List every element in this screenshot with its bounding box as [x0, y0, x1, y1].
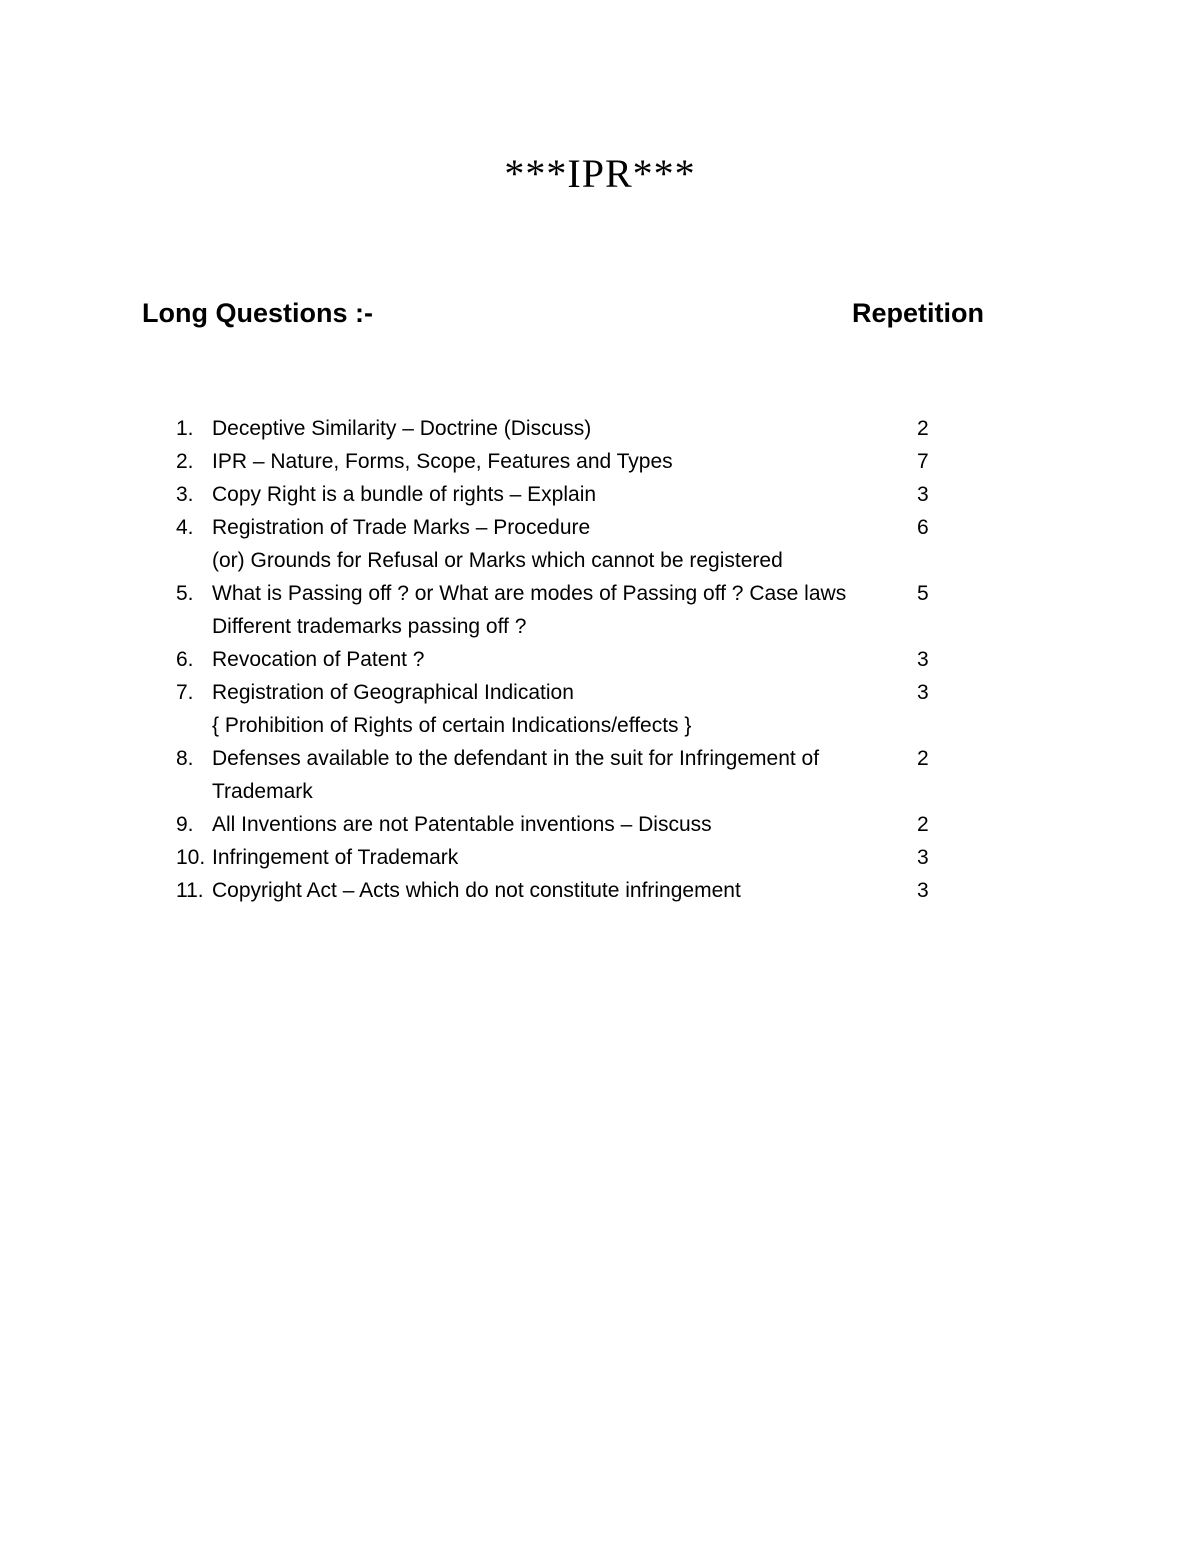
question-text: Registration of Geographical Indication	[212, 681, 574, 704]
question-number: 6.	[176, 648, 194, 671]
section-heading-row	[142, 298, 984, 338]
question-number: 3.	[176, 483, 194, 506]
repetition-count: 2	[917, 813, 929, 836]
document-title: ***IPR***	[504, 151, 696, 196]
question-text: Infringement of Trademark	[212, 846, 459, 869]
question-text: All Inventions are not Patentable inventions – Discuss	[212, 813, 712, 836]
question-subtext: Different trademarks passing off ?	[212, 615, 527, 638]
question-subtext: Trademark	[212, 780, 313, 803]
question-item	[176, 676, 936, 742]
repetition-heading: Repetition	[852, 298, 984, 328]
question-item	[176, 643, 936, 676]
question-item	[176, 874, 936, 907]
question-text: Registration of Trade Marks – Procedure	[212, 516, 591, 539]
repetition-count: 2	[917, 417, 929, 440]
question-number: 8.	[176, 747, 194, 770]
question-item	[176, 841, 936, 874]
question-text: Deceptive Similarity – Doctrine (Discuss)	[212, 417, 592, 440]
question-number: 9.	[176, 813, 194, 836]
question-text: Defenses available to the defendant in the suit for Infringement of	[212, 747, 820, 770]
question-number: 1.	[176, 417, 194, 440]
question-text: What is Passing off ? or What are modes of Passing off ? Case laws	[212, 582, 847, 605]
long-questions-heading: Long Questions :-	[142, 298, 373, 328]
question-number: 11.	[176, 879, 204, 902]
questions-list	[176, 412, 936, 907]
question-text: IPR – Nature, Forms, Scope, Features and Types	[212, 450, 673, 473]
repetition-count: 5	[917, 582, 929, 605]
repetition-count: 3	[917, 648, 929, 671]
question-text: Copyright Act – Acts which do not constitute infringement	[212, 879, 741, 902]
question-number: 4.	[176, 516, 194, 539]
question-item	[176, 478, 936, 511]
question-number: 10.	[176, 846, 206, 869]
question-number: 7.	[176, 681, 194, 704]
repetition-count: 7	[917, 450, 929, 473]
question-item	[176, 445, 936, 478]
question-item	[176, 511, 936, 577]
question-subtext: { Prohibition of Rights of certain Indications/effects }	[212, 714, 692, 737]
question-text: Copy Right is a bundle of rights – Explain	[212, 483, 597, 506]
repetition-count: 6	[917, 516, 929, 539]
repetition-count: 2	[917, 747, 929, 770]
question-subtext: (or) Grounds for Refusal or Marks which cannot be registered	[212, 549, 783, 572]
question-item	[176, 808, 936, 841]
question-item	[176, 412, 936, 445]
repetition-count: 3	[917, 681, 929, 704]
question-item	[176, 742, 936, 808]
repetition-count: 3	[917, 879, 929, 902]
question-text: Revocation of Patent ?	[212, 648, 425, 671]
repetition-count: 3	[917, 483, 929, 506]
repetition-count: 3	[917, 846, 929, 869]
question-number: 2.	[176, 450, 194, 473]
question-number: 5.	[176, 582, 194, 605]
question-item	[176, 577, 936, 643]
